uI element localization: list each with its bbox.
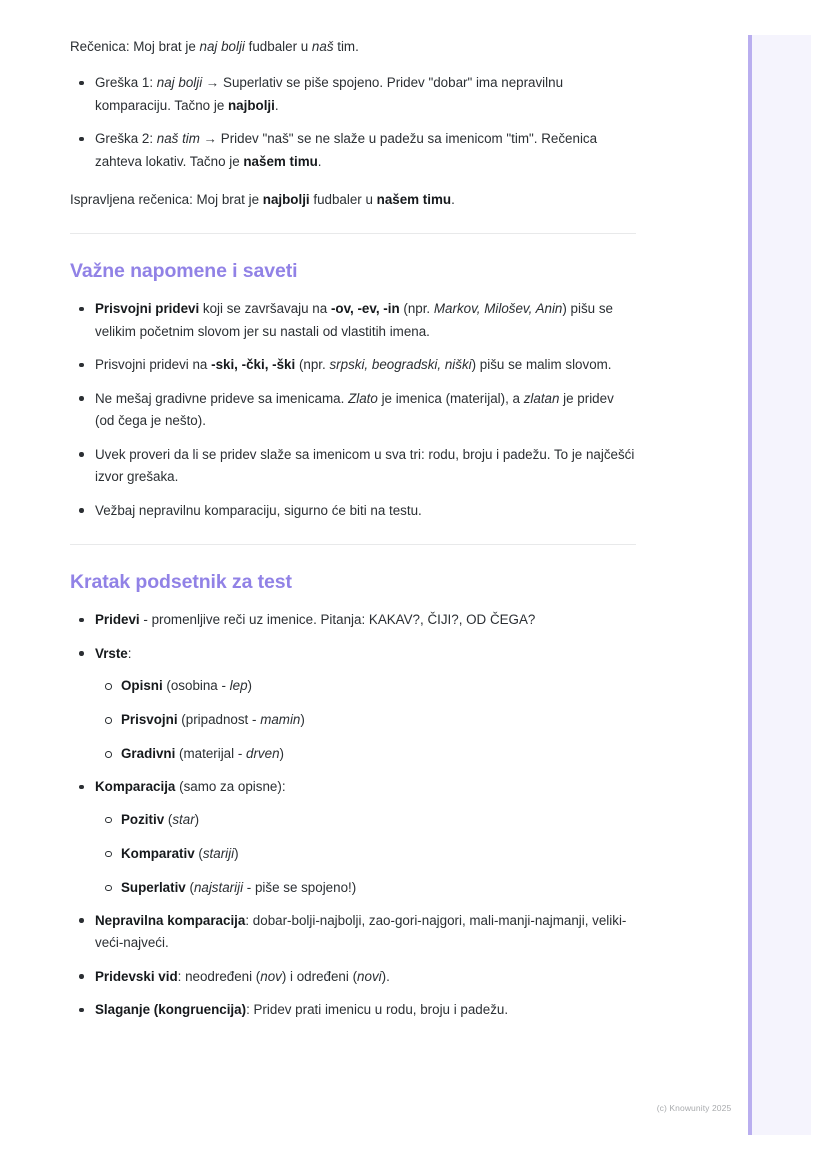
text-run: Opisni — [121, 678, 163, 693]
text-run: našem timu — [243, 153, 318, 169]
text-run: Gradivni — [121, 746, 176, 761]
text-run: koji se završavaju na — [199, 301, 331, 316]
text-run: ) — [300, 712, 305, 727]
text-run: ) — [234, 845, 239, 861]
text-run: (npr. — [295, 357, 330, 372]
text-run: naš — [311, 39, 334, 54]
list-item — [70, 128, 636, 173]
text-run: . — [274, 97, 279, 113]
text-run: srpski, beogradski, niški — [329, 357, 472, 372]
text-run: Pozitiv — [121, 811, 165, 827]
text-run: stariji — [202, 845, 235, 861]
napomene-list — [70, 298, 636, 522]
text-run: ) pišu se velikim početnim slovom jer su nastali od vlastitih imena. — [95, 301, 613, 339]
list-item — [70, 388, 636, 433]
text-run: ( — [194, 845, 203, 861]
list-item — [70, 999, 636, 1022]
document-content — [70, 36, 636, 1022]
section-divider — [70, 233, 636, 234]
sub-list-item — [95, 877, 636, 899]
text-run: Greška 1: — [95, 75, 157, 90]
list-item — [70, 354, 636, 377]
text-run: ). — [381, 968, 390, 984]
text-run: Vežbaj nepravilnu komparaciju, sigurno će biti na testu. — [95, 502, 422, 518]
text-run: ) i određeni ( — [281, 968, 358, 984]
sub-list — [95, 675, 636, 765]
text-run: - piše se spojeno!) — [243, 879, 357, 895]
text-run: (osobina - — [162, 678, 230, 693]
section-heading-podsetnik: Kratak podsetnik za test — [70, 571, 292, 593]
text-run: Prisvojni pridevi — [95, 301, 200, 316]
sub-list-item — [95, 843, 636, 865]
list-item — [70, 910, 636, 955]
text-run: -ski, -čki, -ški — [211, 357, 296, 372]
text-run: Pridevi — [95, 612, 140, 627]
list-item — [70, 643, 636, 766]
text-run: najbolji — [262, 192, 310, 207]
text-run: Nepravilna komparacija — [95, 912, 246, 928]
text-run: : dobar-bolji-najbolji, zao-gori-najgori, mali-manji-najmanji, veliki-veći-najveći. — [95, 912, 627, 950]
text-run: → Pridev "naš" se ne slaže u padežu sa imenicom "tim". Rečenica zahteva lokativ. Tačno je — [95, 131, 598, 169]
text-run: Ne mešaj gradivne prideve sa imenicama. — [95, 390, 349, 406]
sentence-line — [70, 36, 636, 58]
podsetnik-list — [70, 609, 636, 1022]
text-run: najbolji — [227, 97, 275, 113]
text-run: mamin — [260, 712, 301, 727]
text-run: Zlato — [348, 390, 378, 406]
text-run: Superlativ — [121, 879, 186, 895]
text-run: Uvek proveri da li se pridev slaže sa imenicom u sva tri: rodu, broju i padežu. To je najčešći izvor grešaka. — [95, 446, 635, 484]
decorative-side-rail — [748, 35, 811, 1135]
text-run: Greška 2: — [95, 131, 157, 146]
text-run: najstariji — [193, 879, 244, 895]
text-run: -ov, -ev, -in — [330, 301, 400, 316]
text-run: Ispravljena rečenica: Moj brat je — [70, 192, 263, 207]
text-run: Vrste — [95, 645, 128, 661]
text-run: ( — [164, 811, 173, 827]
text-run: nov — [260, 968, 282, 984]
text-run: fudbaler u — [244, 39, 312, 54]
text-run: Rečenica: Moj brat je — [70, 39, 200, 54]
text-run: Markov, Milošev, Anin — [433, 301, 563, 316]
text-run: ) pišu se malim slovom. — [471, 357, 612, 372]
text-run: novi — [357, 968, 382, 984]
text-run: zlatan — [523, 390, 560, 406]
text-run: . — [451, 192, 455, 207]
text-run: (samo za opisne): — [175, 779, 286, 794]
sub-list — [95, 809, 636, 899]
sub-list-item — [95, 743, 636, 765]
text-run: Prisvojni pridevi na — [95, 357, 212, 372]
text-run: : neodređeni ( — [177, 968, 261, 984]
footer-watermark: (c) Knowunity 2025 — [656, 1103, 732, 1113]
text-run: naš tim — [156, 131, 200, 146]
text-run: Komparacija — [95, 779, 176, 794]
text-run: lep — [229, 678, 248, 693]
text-run: našem timu — [376, 192, 452, 207]
list-item — [70, 776, 636, 899]
sub-list-item — [95, 809, 636, 831]
text-run: ) — [247, 678, 253, 693]
text-run: tim. — [333, 39, 359, 54]
sub-list-item — [95, 675, 636, 697]
sub-list-item — [95, 709, 636, 731]
text-run: : — [127, 645, 132, 661]
text-run: star — [172, 811, 195, 827]
text-run: je pridev (od čega je nešto). — [95, 390, 614, 428]
text-run: naj bolji — [199, 39, 245, 54]
corrected-sentence-line — [70, 189, 636, 211]
text-run: - promenljive reči uz imenice. Pitanja: KAKAV?, ČIJI?, OD ČEGA? — [139, 612, 536, 627]
text-run: naj bolji — [156, 75, 203, 90]
text-run: (materijal - — [175, 746, 247, 761]
text-run: je imenica (materijal), a — [377, 390, 524, 406]
text-run: ) — [194, 811, 200, 827]
list-item — [70, 609, 636, 632]
text-run: ( — [185, 879, 194, 895]
text-run: Pridevski vid — [95, 968, 178, 984]
text-run: → Superlativ se piše spojeno. Pridev "dobar" ima nepravilnu komparaciju. Tačno je — [95, 75, 564, 113]
list-item — [70, 298, 636, 343]
text-run: . — [317, 153, 322, 169]
section-heading-napomene: Važne napomene i saveti — [70, 260, 298, 282]
section-divider — [70, 544, 636, 545]
text-run: ) — [279, 746, 284, 761]
text-run: fudbaler u — [309, 192, 377, 207]
text-run: (pripadnost - — [177, 712, 261, 727]
list-item — [70, 966, 636, 989]
list-item — [70, 72, 636, 117]
error-list — [70, 72, 636, 173]
text-run: Komparativ — [121, 845, 195, 861]
text-run: drven — [246, 746, 280, 761]
text-run: Prisvojni — [121, 712, 178, 727]
list-item — [70, 444, 636, 489]
text-run: (npr. — [399, 301, 434, 316]
text-run: : Pridev prati imenicu u rodu, broju i padežu. — [246, 1002, 509, 1017]
list-item — [70, 500, 636, 523]
text-run: Slaganje (kongruencija) — [95, 1002, 247, 1017]
